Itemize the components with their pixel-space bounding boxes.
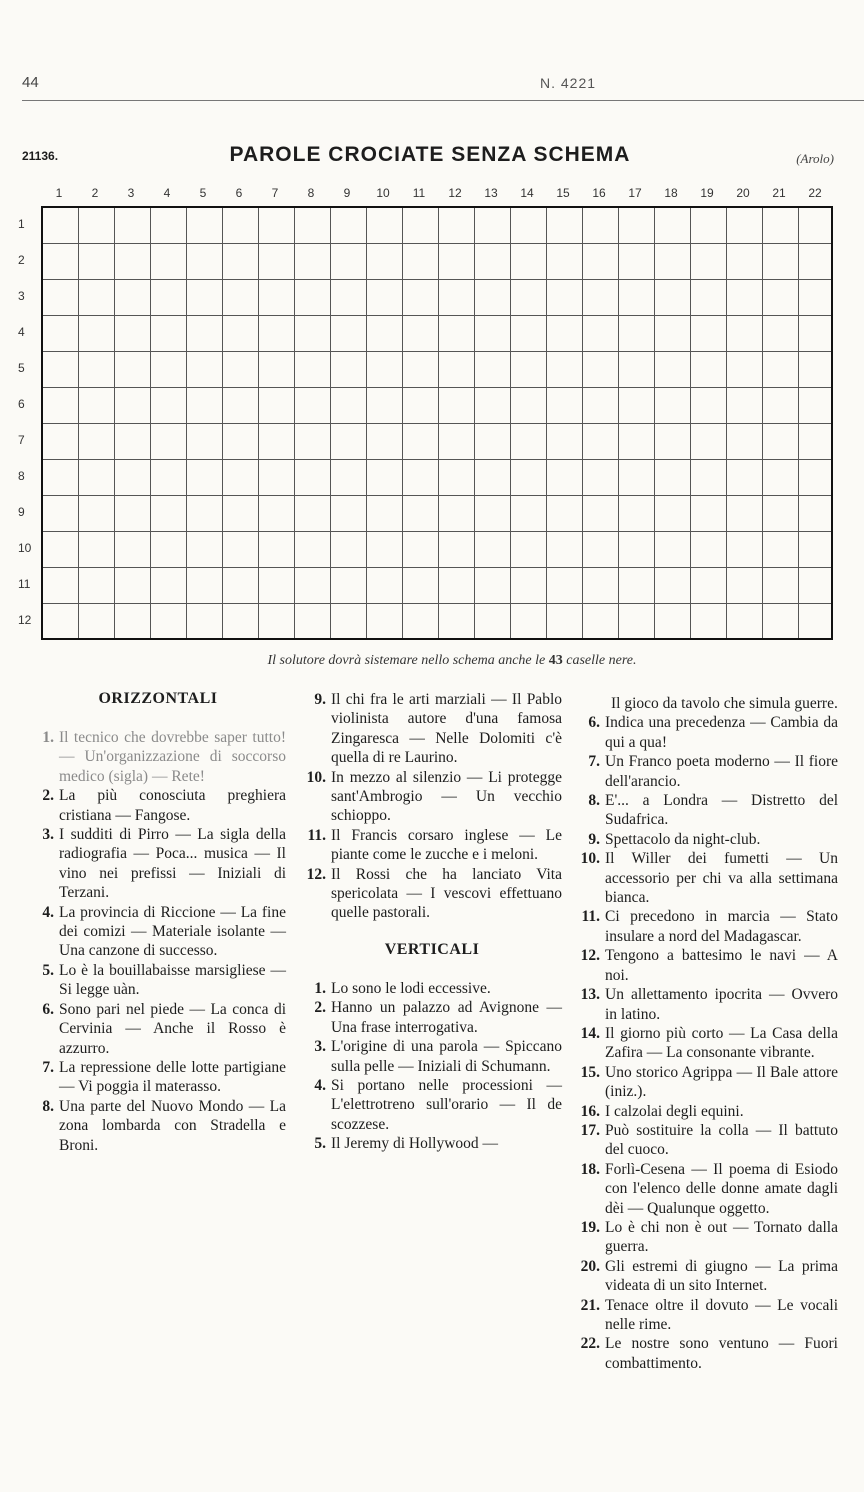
crossword-grid[interactable]	[41, 206, 833, 640]
column-number: 2	[91, 186, 99, 200]
clue-text: I sudditi di Pirro — La sigla della radiografia — Poca... musica — Il vino nei prefissi — Iniziali di Terzani.	[59, 826, 286, 902]
verticali-list-b	[576, 694, 838, 1373]
row-number: 11	[18, 577, 31, 591]
clue-text: Lo sono le lodi eccessive.	[331, 979, 491, 997]
clue-number: 8.	[588, 792, 600, 810]
clue-number: 18.	[580, 1160, 600, 1178]
clue-number: 3.	[314, 1038, 326, 1056]
row-number: 9	[18, 505, 25, 519]
clue-text: Lo è chi non è out — Tornato dalla guerra.	[605, 1218, 838, 1256]
clue-text: La provincia di Riccione — La fine dei comizi — Materiale isolante — Una canzone di successo.	[59, 903, 286, 960]
clue-number: 21.	[580, 1296, 600, 1314]
orizzontali-list-a	[30, 728, 286, 1155]
puzzle-author: (Arolo)	[796, 151, 834, 166]
column-number: 3	[127, 186, 135, 200]
verticali-clue	[576, 1334, 838, 1373]
row-number: 1	[18, 217, 25, 231]
clue-text: Può sostituire la colla — Il battuto del cuoco.	[605, 1121, 838, 1159]
verticali-clue	[302, 1134, 562, 1153]
clue-number: 14.	[580, 1024, 600, 1042]
orizzontali-clue	[30, 903, 286, 961]
clues-column-3	[576, 694, 838, 1373]
clue-text: I calzolai degli equini.	[605, 1102, 744, 1120]
clue-number: 1.	[314, 979, 326, 997]
row-number: 10	[18, 541, 32, 555]
column-number: 21	[772, 186, 786, 200]
clue-text: Una parte del Nuovo Mondo — La zona lombarda con Stradella e Broni.	[59, 1097, 286, 1154]
verticali-clue	[576, 907, 838, 946]
black-squares-count: 43	[548, 653, 563, 668]
column-number: 10	[376, 186, 390, 200]
verticali-clue	[302, 1076, 562, 1134]
verticali-clue	[576, 1063, 838, 1102]
clue-number: 4.	[42, 903, 54, 921]
column-number: 19	[700, 186, 714, 200]
orizzontali-clue	[302, 768, 562, 826]
clues-column-2	[302, 690, 562, 1154]
orizzontali-clue	[302, 690, 562, 768]
row-number: 12	[18, 613, 32, 627]
clue-number: 6.	[588, 714, 600, 732]
clue-text: La repressione delle lotte partigiane — Vi poggia il materasso.	[59, 1058, 286, 1096]
clue-number: 6.	[42, 1000, 54, 1018]
verticali-clue	[576, 830, 838, 849]
row-number: 5	[18, 361, 25, 375]
header-rule	[22, 100, 864, 101]
verticali-clue	[576, 946, 838, 985]
clue-text: Forlì-Cesena — Il poema di Esiodo con l'elenco delle donne amate dagli dèi — Qualunque oggetto.	[605, 1160, 838, 1217]
verticali-clue	[576, 1160, 838, 1218]
column-number: 14	[520, 186, 534, 200]
clue-number: 5.	[42, 961, 54, 979]
clue-number: 22.	[580, 1335, 600, 1353]
clue-text: Il Jeremy di Hollywood —	[331, 1135, 499, 1153]
verticali-clue	[576, 1102, 838, 1121]
clue-number: 15.	[580, 1063, 600, 1081]
clue-text: Lo è la bouillabaisse marsigliese — Si legge uàn.	[59, 961, 286, 999]
clue-text: Il Willer dei fumetti — Un accessorio per chi va alla settimana bianca.	[605, 850, 838, 907]
clue-number: 8.	[42, 1097, 54, 1115]
row-number: 3	[18, 289, 25, 303]
clue-number: 11.	[581, 908, 600, 926]
orizzontali-clue	[302, 826, 562, 865]
clue-text: Tenace oltre il dovuto — Le vocali nelle rime.	[605, 1296, 838, 1333]
orizzontali-clue	[30, 1097, 286, 1155]
clue-number: 13.	[580, 986, 600, 1004]
clue-number: 20.	[580, 1257, 600, 1275]
verticali-clue	[576, 1257, 838, 1296]
verticali-clue	[576, 752, 838, 791]
column-numbers	[41, 186, 833, 204]
verticali-clue	[302, 979, 562, 998]
clue-text: Si portano nelle processioni — L'elettrotreno sull'orario — Il de scozzese.	[331, 1076, 562, 1133]
clue-number: 10.	[580, 850, 600, 868]
column-number: 15	[556, 186, 570, 200]
clue-number: 12.	[306, 865, 326, 883]
clue-text: Uno storico Agrippa — Il Bale attore (iniz.).	[605, 1063, 838, 1101]
verticali-clue	[576, 1121, 838, 1160]
clue-number: 3.	[42, 826, 54, 844]
clue-number: 12.	[580, 947, 600, 965]
clue-text: Ci precedono in marcia — Stato insulare a nord del Madagascar.	[605, 908, 838, 945]
verticali-clue	[576, 1218, 838, 1257]
note-text-before: Il solutore dovrà sistemare nello schema anche le	[267, 653, 549, 668]
column-number: 22	[808, 186, 822, 200]
clue-number: 2.	[314, 999, 326, 1017]
row-number: 6	[18, 397, 25, 411]
clue-text: Hanno un palazzo ad Avignone — Una frase interrogativa.	[331, 999, 562, 1036]
column-number: 8	[307, 186, 315, 200]
row-numbers	[18, 206, 38, 640]
row-number: 2	[18, 253, 25, 267]
column-number: 5	[199, 186, 207, 200]
clue-text: Il chi fra le arti marziali — Il Pablo violinista autore d'una famosa Zingaresca — Nelle Dolomiti c'è quella di re Laurino.	[331, 691, 562, 767]
clue-text: Le nostre sono ventuno — Fuori combattimento.	[605, 1335, 838, 1372]
verticali-clue	[576, 1024, 838, 1063]
clue-number: 17.	[580, 1121, 600, 1139]
clues-column-1	[30, 690, 286, 1155]
clue-text: Gli estremi di giugno — La prima videata di un sito Internet.	[605, 1257, 838, 1295]
verticali-clue	[576, 1296, 838, 1335]
clue-number: 9.	[314, 691, 326, 708]
column-number: 7	[271, 186, 279, 200]
clue-number: 4.	[314, 1076, 326, 1094]
clue-text: Il tecnico che dovrebbe saper tutto! — Un'organizzazione di soccorso medico (sigla) — Rete!	[59, 729, 286, 785]
column-number: 16	[592, 186, 606, 200]
verticali-clue	[576, 791, 838, 830]
column-number: 6	[235, 186, 243, 200]
clue-text: Un allettamento ipocrita — Ovvero in latino.	[605, 986, 838, 1023]
issue-number: N. 4221	[540, 75, 597, 91]
verticali-list-a	[302, 979, 562, 1154]
clue-text: Il giorno più corto — La Casa della Zafira — La consonante vibrante.	[605, 1024, 838, 1062]
column-number: 1	[55, 186, 63, 200]
row-number: 8	[18, 469, 25, 483]
clue-text: Spettacolo da night-club.	[605, 830, 761, 848]
column-number: 13	[484, 186, 498, 200]
clue-text: E'... a Londra — Distretto del Sudafrica.	[605, 792, 838, 829]
puzzle-title: PAROLE CROCIATE SENZA SCHEMA	[229, 143, 631, 166]
verticali-clue	[302, 998, 562, 1037]
row-number: 4	[18, 325, 25, 339]
clue-text: Tengono a battesimo le navi — A noi.	[605, 947, 838, 984]
puzzle-id: 21136.	[22, 149, 59, 163]
note-text-after: caselle nere.	[562, 653, 637, 668]
clue-text: La più conosciuta preghiera cristiana — Fangose.	[59, 787, 286, 824]
orizzontali-list-b	[302, 690, 562, 923]
orizzontali-clue	[30, 786, 286, 825]
clue-text: Il Rossi che ha lanciato Vita spericolata — I vescovi effettuano quelle pastorali.	[331, 865, 562, 922]
clue-text: In mezzo al silenzio — Li protegge sant'Ambrogio — Un vecchio schioppo.	[331, 768, 562, 825]
clue-number: 2.	[42, 787, 54, 805]
orizzontali-clue	[30, 961, 286, 1000]
clue-text: Sono pari nel piede — La conca di Cervinia — Anche il Rosso è azzurro.	[59, 1000, 286, 1057]
clue-number: 11.	[307, 826, 326, 844]
verticali-heading: VERTICALI	[384, 940, 480, 958]
column-number: 18	[664, 186, 678, 200]
clue-text: L'origine di una parola — Spiccano sulla pelle — Iniziali di Schumann.	[331, 1038, 562, 1075]
orizzontali-clue	[30, 728, 286, 786]
clue-text: Il gioco da tavolo che simula guerre.	[611, 695, 838, 712]
verticali-clue	[576, 694, 838, 713]
column-number: 20	[736, 186, 750, 200]
orizzontali-heading: ORIZZONTALI	[98, 690, 218, 707]
clue-number: 9.	[588, 830, 600, 848]
clue-number: 7.	[42, 1058, 54, 1076]
clue-number: 19.	[580, 1218, 600, 1236]
column-number: 9	[343, 186, 351, 200]
verticali-clue	[302, 1037, 562, 1076]
verticali-clue	[576, 713, 838, 752]
column-number: 17	[628, 186, 642, 200]
black-squares-note	[100, 653, 804, 669]
clue-text: Un Franco poeta moderno — Il fiore dell'arancio.	[605, 753, 838, 790]
clue-number: 10.	[306, 768, 326, 786]
clue-number: 7.	[588, 753, 600, 771]
column-number: 12	[448, 186, 462, 200]
clue-text: Indica una precedenza — Cambia da qui a qua!	[605, 714, 838, 751]
orizzontali-clue	[30, 825, 286, 903]
clue-text: Il Francis corsaro inglese — Le piante come le zucche e i meloni.	[331, 826, 562, 864]
clue-number: 5.	[314, 1135, 326, 1153]
page-number: 44	[22, 74, 39, 91]
orizzontali-clue	[30, 1058, 286, 1097]
orizzontali-clue	[30, 1000, 286, 1058]
verticali-clue	[576, 985, 838, 1024]
clue-number: 16.	[580, 1102, 600, 1120]
clue-number: 1.	[42, 729, 54, 746]
column-number: 4	[163, 186, 171, 200]
verticali-clue	[576, 849, 838, 907]
column-number: 11	[412, 186, 426, 200]
row-number: 7	[18, 433, 25, 447]
orizzontali-clue	[302, 865, 562, 923]
